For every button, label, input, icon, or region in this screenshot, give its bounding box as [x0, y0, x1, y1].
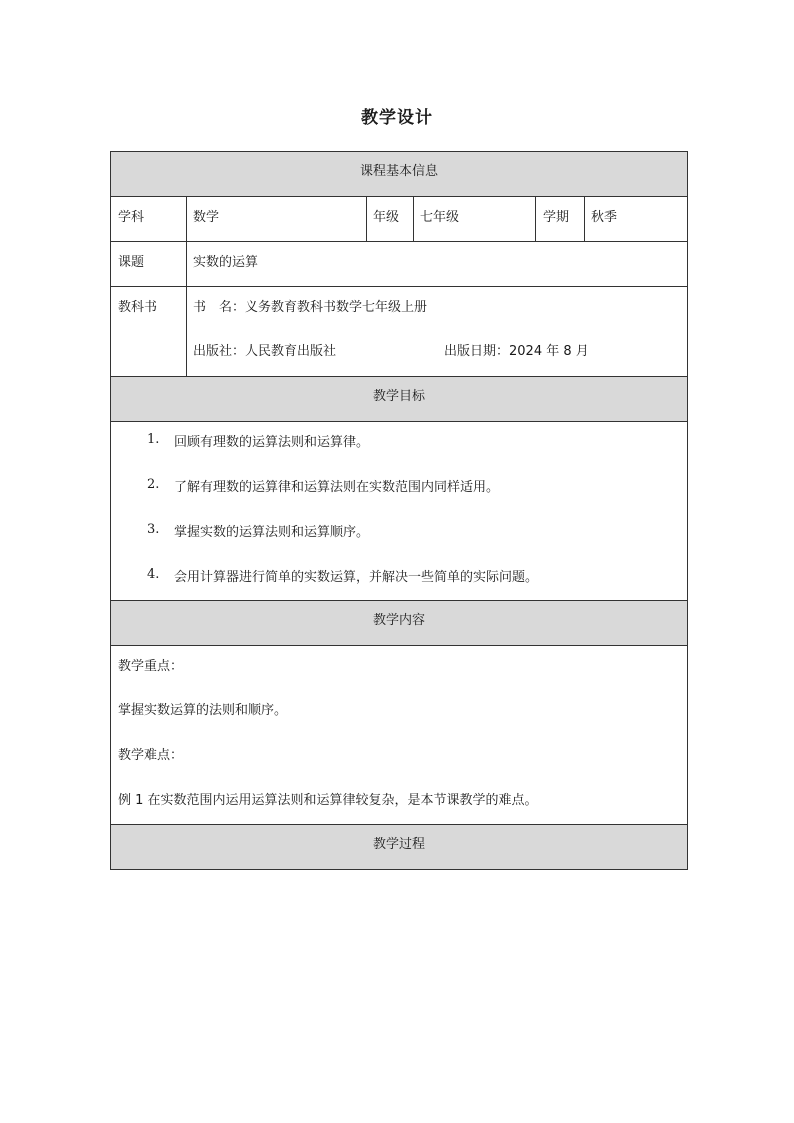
- pub-date: 出版日期：2024 年 8 月: [444, 344, 589, 359]
- publisher: 出版社：人民教育出版社: [193, 344, 337, 359]
- grade-label: 年级: [373, 210, 400, 225]
- objective-number: 3.: [147, 522, 160, 537]
- objective-text: 回顾有理数的运算法则和运算律。: [174, 435, 370, 450]
- textbook-label: 教科书: [118, 300, 158, 315]
- topic-value: 实数的运算: [193, 255, 259, 270]
- objective-number: 4.: [147, 567, 160, 582]
- content-header-label: 教学内容: [372, 613, 425, 628]
- objective-text: 了解有理数的运算律和运算法则在实数范围内同样适用。: [174, 480, 500, 495]
- basic-info-header-label: 课程基本信息: [359, 164, 438, 179]
- difficulty-text: 例 1 在实数范围内运用运算法则和运算律较复杂，是本节课教学的难点。: [118, 793, 538, 808]
- key-point-label: 教学重点：: [118, 659, 184, 674]
- term-value-cell: [584, 196, 688, 242]
- objectives-header-label: 教学目标: [372, 389, 425, 404]
- objectives-list: [110, 421, 688, 601]
- textbook-value-cell: [186, 286, 688, 377]
- textbook-label-cell: [110, 286, 187, 377]
- subject-value-cell: [186, 196, 367, 242]
- book-name: 书 名：义务教育教科书数学七年级上册: [193, 300, 428, 315]
- subject-value: 数学: [193, 210, 220, 225]
- objective-text: 会用计算器进行简单的实数运算，并解决一些简单的实际问题。: [174, 570, 539, 585]
- basic-info-header: [110, 151, 688, 197]
- objective-number: 2.: [147, 477, 160, 492]
- subject-label: 学科: [118, 210, 145, 225]
- content-body: [110, 645, 688, 825]
- term-value: 秋季: [591, 210, 618, 225]
- term-label: 学期: [543, 210, 570, 225]
- grade-label-cell: [366, 196, 414, 242]
- topic-label: 课题: [118, 255, 145, 270]
- objective-number: 1.: [147, 432, 160, 447]
- page-title: 教学设计: [361, 108, 433, 128]
- process-header: [110, 824, 688, 870]
- topic-label-cell: [110, 241, 187, 287]
- term-label-cell: [535, 196, 585, 242]
- process-header-label: 教学过程: [372, 837, 425, 852]
- topic-value-cell: [186, 241, 688, 287]
- difficulty-label: 教学难点：: [118, 748, 184, 763]
- grade-value-cell: [413, 196, 536, 242]
- grade-value: 七年级: [420, 210, 460, 225]
- objectives-header: [110, 376, 688, 422]
- subject-label-cell: [110, 196, 187, 242]
- objective-text: 掌握实数的运算法则和运算顺序。: [174, 525, 370, 540]
- content-header: [110, 600, 688, 646]
- key-point-text: 掌握实数运算的法则和顺序。: [118, 703, 288, 718]
